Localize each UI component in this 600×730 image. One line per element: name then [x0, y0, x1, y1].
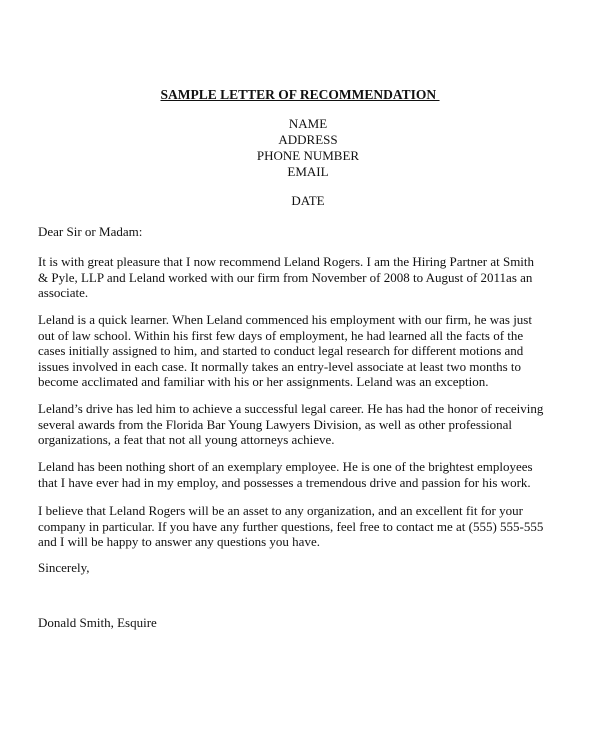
sender-address: ADDRESS — [278, 132, 338, 147]
paragraph-exemplary — [38, 459, 568, 490]
sender-phone: PHONE NUMBER — [256, 148, 360, 163]
paragraph-line: become acclimated and familiar with his or her assignments. Leland was an exception. — [38, 374, 489, 389]
sender-email: EMAIL — [287, 164, 329, 179]
sender-name: NAME — [288, 116, 328, 131]
paragraph-line: I believe that Leland Rogers will be an asset to any organization, and an excellent fit for your — [38, 503, 523, 518]
paragraph-line: out of law school. Within his first few days of employment, he had learned all the facts of the — [38, 327, 524, 343]
paragraph-line: company in particular. If you have any further questions, feel free to contact me at (555) 555-555 — [38, 518, 544, 534]
paragraph-line: Leland’s drive has led him to achieve a successful legal career. He has had the honor of receiving — [38, 401, 544, 416]
paragraph-line: It is with great pleasure that I now recommend Leland Rogers. I am the Hiring Partner at Smith — [38, 254, 535, 269]
paragraph-quick-learner — [38, 312, 568, 390]
paragraph-drive — [38, 401, 568, 448]
paragraph-line: & Pyle, LLP and Leland worked with our firm from November of 2008 to August of 2011as an — [38, 269, 533, 285]
paragraph-line: Leland is a quick learner. When Leland commenced his employment with our firm, he was just — [38, 312, 532, 327]
paragraph-line: organizations, a feat that not all young attorneys achieve. — [38, 432, 335, 447]
paragraph-line: associate. — [38, 285, 89, 300]
letter-date: DATE — [291, 193, 325, 208]
salutation: Dear Sir or Madam: — [38, 224, 143, 239]
paragraph-line: several awards from the Florida Bar Young Lawyers Division, as well as other professional — [38, 416, 513, 432]
closing: Sincerely, — [38, 560, 90, 575]
paragraph-line: that I have ever had in my employ, and possesses a tremendous drive and passion for his work. — [38, 474, 531, 490]
paragraph-introduction — [38, 254, 568, 301]
paragraph-line: and I will be happy to answer any questions you have. — [38, 534, 320, 549]
letter-title: SAMPLE LETTER OF RECOMMENDATION — [160, 87, 440, 102]
sender-block — [0, 116, 600, 180]
signature-name: Donald Smith, Esquire — [38, 615, 157, 630]
paragraph-line: cases initially assigned to him, and started to conduct legal research for different motions and — [38, 343, 524, 358]
paragraph-conclusion — [38, 503, 568, 550]
paragraph-line: Leland has been nothing short of an exemplary employee. He is one of the brightest employees — [38, 459, 533, 474]
paragraph-line: issues involved in each case. It normally takes an entry-level associate at least two months to — [38, 358, 522, 374]
